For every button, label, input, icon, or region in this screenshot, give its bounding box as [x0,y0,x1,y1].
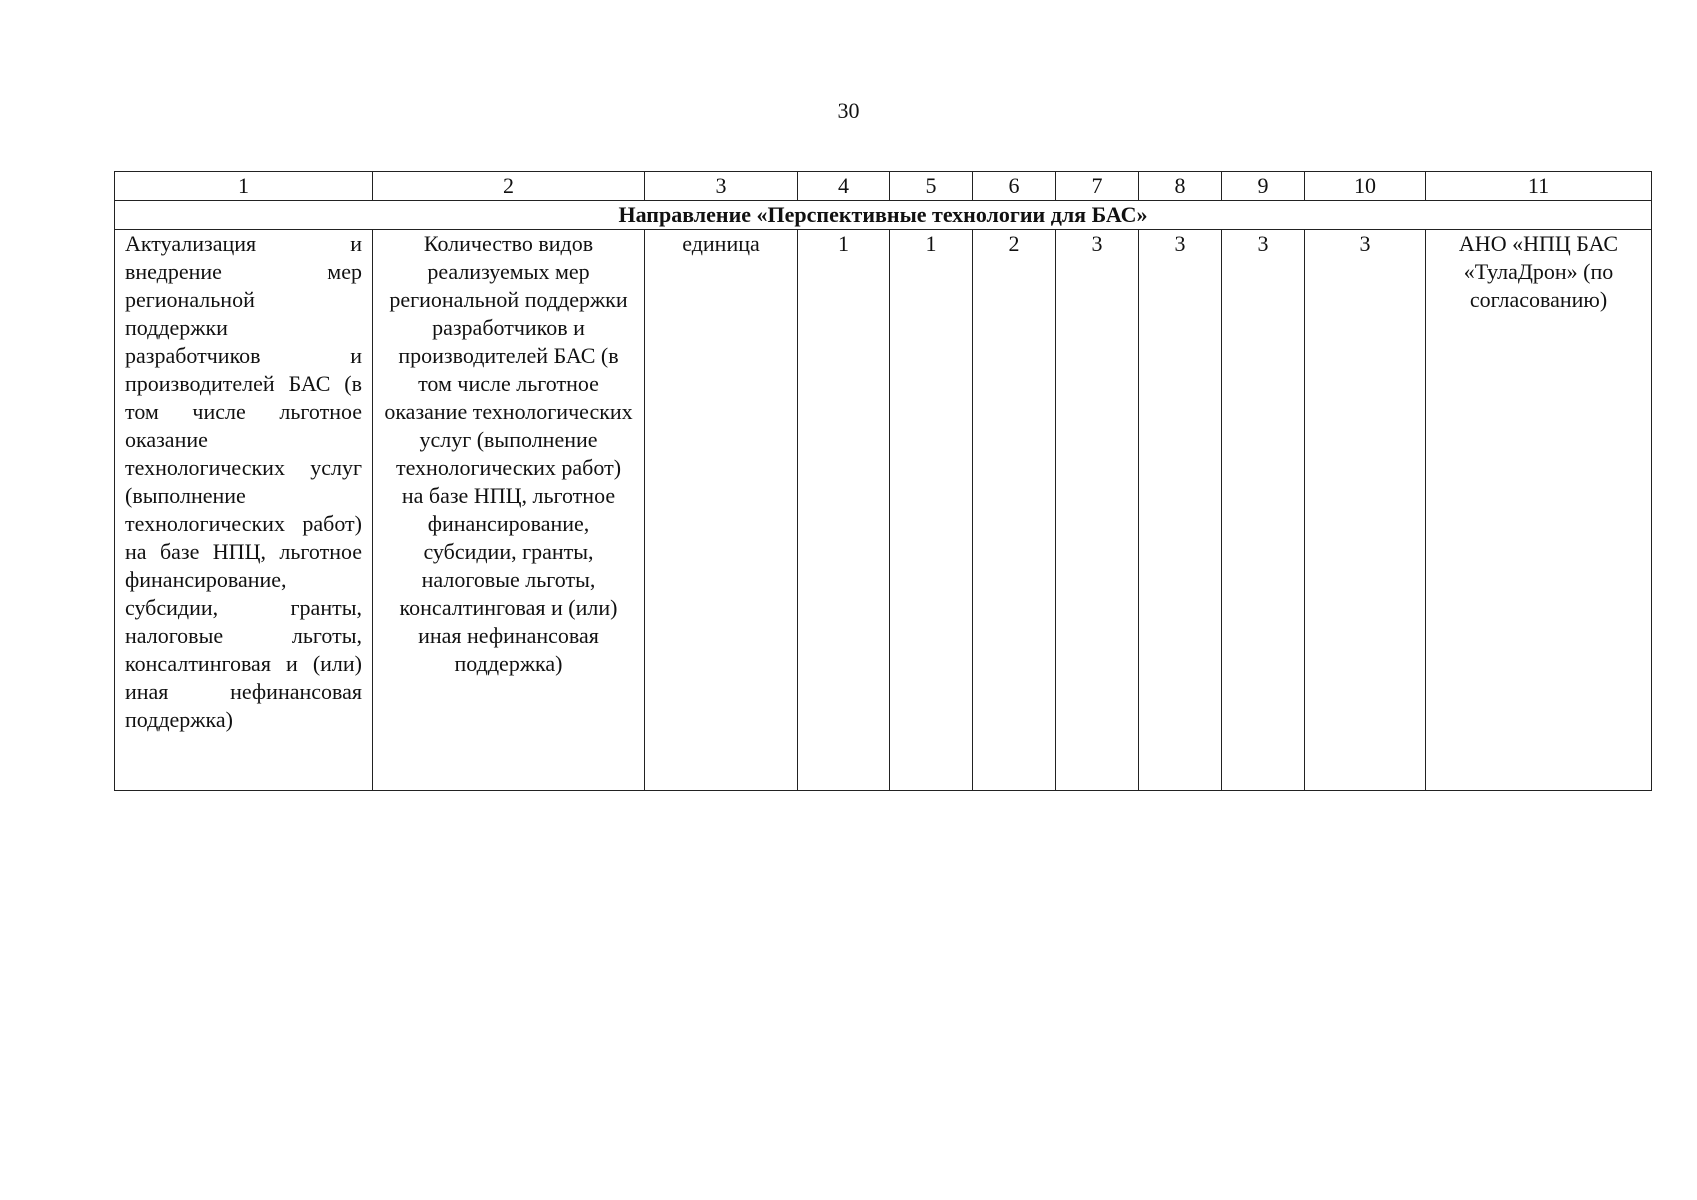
column-number: 4 [798,172,890,201]
responsible-cell: АНО «НПЦ БАС «ТулаДрон» (по согласованию) [1426,230,1652,791]
value-cell: 3 [1139,230,1222,791]
column-number: 2 [373,172,645,201]
indicator-cell: Количество видов реализуемых мер региональной поддержки разработчиков и производителей БАС (в том числе льготное оказание технологических услуг (выполнение технологических работ) на базе НПЦ, льготное финансирование, субсидии, гранты, налоговые льготы, консалтинговая и (или) иная нефинансовая поддержка) [373,230,645,791]
value-cell: 3 [1056,230,1139,791]
column-number: 8 [1139,172,1222,201]
column-number: 7 [1056,172,1139,201]
column-number: 9 [1222,172,1305,201]
column-number: 10 [1305,172,1426,201]
section-row [115,201,1652,230]
column-number-row [115,172,1652,201]
value-cell: 3 [1305,230,1426,791]
column-number: 5 [890,172,973,201]
value-cell: 2 [973,230,1056,791]
table-row [115,230,1652,791]
value-cell: 1 [890,230,973,791]
column-number: 6 [973,172,1056,201]
unit-cell: единица [645,230,798,791]
section-title: Направление «Перспективные технологии для БАС» [115,201,1652,230]
column-number: 1 [115,172,373,201]
value-cell: 1 [798,230,890,791]
measure-cell: Актуализация и внедрение мер региональной поддержки разработчиков и производителей БАС (в том числе льготное оказание технологических услуг (выполнение технологических работ) на базе НПЦ, льготное финансирование, субсидии, гранты, налоговые льготы, консалтинговая и (или) иная нефинансовая поддержка) [115,230,373,791]
value-cell: 3 [1222,230,1305,791]
measures-table [114,171,1652,791]
page-number: 30 [837,98,860,123]
column-number: 3 [645,172,798,201]
column-number: 11 [1426,172,1652,201]
